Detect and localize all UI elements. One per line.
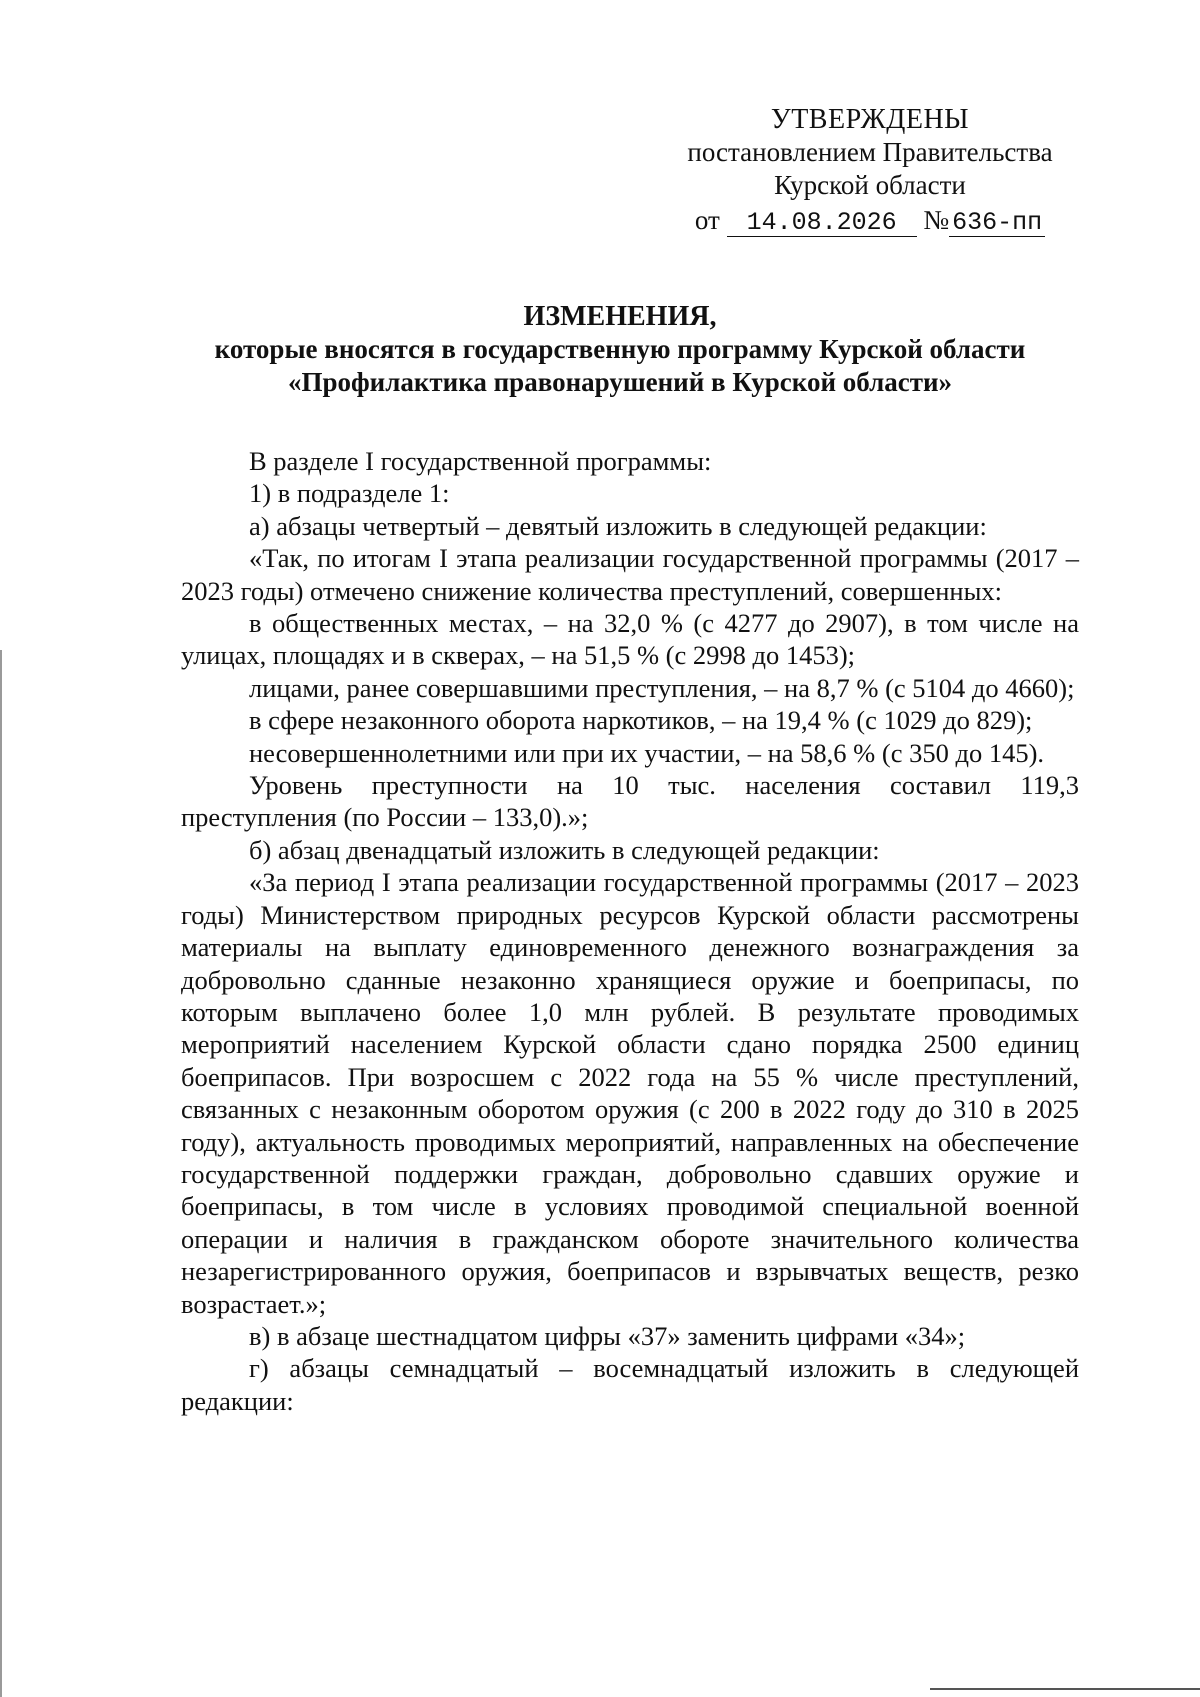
approval-dateline [660, 204, 1080, 237]
paragraph: «За период I этапа реализации государственной программы (2017 – 2023 годы) Министерством природных ресурсов Курской области рассмотрены материалы на выплату единовременного денежного вознаграждения за добровольно сданные незаконно хранящиеся оружие и боеприпасы, по которым выплачено более 1,0 млн рублей. В результате проводимых мероприятий населением Курской области сдано порядка 2500 единиц боеприпасов. При возросшем с 2022 года на 55 % числе преступлений, связанных с незаконным оборотом оружия (с 200 в 2022 году до 310 в 2025 году), актуальность проводимых мероприятий, направленных на обеспечение государственной поддержки граждан, добровольно сдавших оружие и боеприпасы, в том числе в условиях проводимой специальной военной операции и наличия в гражданском обороте значительного количества незарегистрированного оружия, боеприпасов и взрывчатых веществ, резко возрастает.»; [181, 867, 1079, 1319]
paragraph: а) абзацы четвертый – девятый изложить в следующей редакции: [249, 510, 987, 541]
approval-line-2: Курской области [774, 170, 966, 200]
paragraph: лицами, ранее совершавшими преступления, – на 8,7 % (с 5104 до 4660); [249, 672, 1075, 703]
paragraph: «Так, по итогам I этапа реализации государственной программы (2017 – 2023 годы) отмечено снижение количества преступлений, совершенных: [181, 543, 1079, 606]
document-title [170, 300, 1070, 399]
title-line-3: «Профилактика правонарушений в Курской области» [287, 367, 953, 397]
decree-number: 636-пп [949, 210, 1045, 237]
date-prefix: от [694, 205, 720, 235]
paragraph: в) в абзаце шестнадцатом цифры «37» заменить цифрами «34»; [249, 1320, 966, 1351]
paragraph: 1) в подразделе 1: [249, 478, 450, 509]
document-body [181, 445, 1079, 1417]
title-line-2: которые вносятся в государственную программу Курской области [214, 334, 1026, 364]
decree-date: 14.08.2026 [727, 210, 917, 237]
approval-heading: УТВЕРЖДЕНЫ [770, 104, 970, 135]
scan-edge-line [0, 650, 2, 1697]
paragraph: В разделе I государственной программы: [249, 446, 712, 476]
paragraph: в сфере незаконного оборота наркотиков, – на 19,4 % (с 1029 до 829); [249, 705, 1033, 736]
paragraph: в общественных местах, – на 32,0 % (с 4277 до 2907), в том числе на улицах, площадях и в скверах, – на 51,5 % (с 2998 до 1453); [181, 608, 1079, 671]
paragraph: б) абзац двенадцатый изложить в следующей редакции: [249, 834, 880, 865]
scan-bottom-line [930, 1688, 1200, 1690]
approval-block [660, 103, 1080, 237]
paragraph: г) абзацы семнадцатый – восемнадцатый изложить в следующей редакции: [181, 1353, 1079, 1416]
paragraph: Уровень преступности на 10 тыс. населения составил 119,3 преступления (по России – 133,0).»; [181, 770, 1079, 833]
approval-line-1: постановлением Правительства [687, 137, 1053, 167]
number-prefix: № [923, 205, 950, 235]
paragraph: несовершеннолетними или при их участии, – на 58,6 % (с 350 до 145). [249, 737, 1045, 768]
title-main: ИЗМЕНЕНИЯ, [523, 301, 717, 332]
